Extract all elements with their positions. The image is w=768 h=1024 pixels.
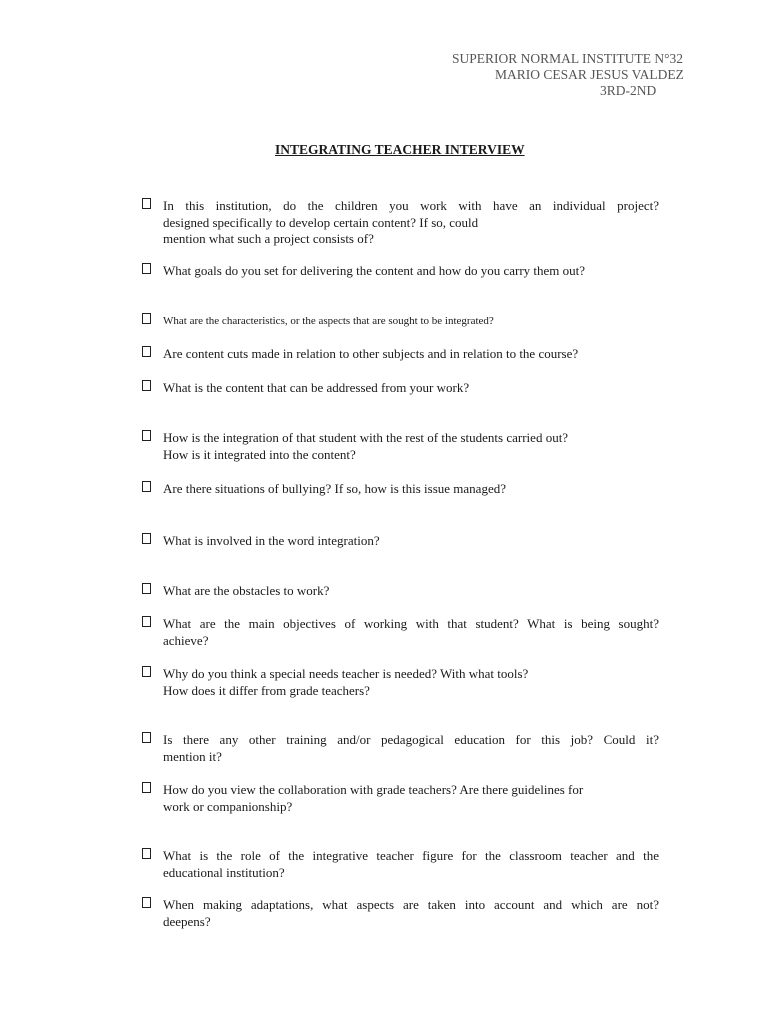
bullet-box-icon — [142, 430, 151, 441]
bullet-box-icon — [142, 666, 151, 677]
question-line: In this institution, do the children you work with have an individual project? — [163, 198, 659, 213]
question-line: How is the integration of that student with the rest of the students carried out? — [163, 430, 569, 445]
bullet-box-icon — [142, 782, 151, 793]
question-line: What goals do you set for delivering the content and how do you carry them out? — [163, 263, 586, 278]
institute-name: SUPERIOR NORMAL INSTITUTE N°32 — [452, 51, 684, 66]
bullet-box-icon — [142, 897, 151, 908]
question-line: When making adaptations, what aspects are taken into account and which are not? — [163, 897, 659, 912]
question-line: Are there situations of bullying? If so, how is this issue managed? — [163, 481, 506, 496]
bullet-box-icon — [142, 616, 151, 627]
bullet-box-icon — [142, 583, 151, 594]
question-line: What is the role of the integrative teacher figure for the classroom teacher and the — [163, 848, 659, 863]
question-line: achieve? — [163, 632, 209, 648]
question-line: Is there any other training and/or pedagogical education for this job? Could it? — [163, 732, 659, 747]
question-line: What are the obstacles to work? — [163, 583, 330, 598]
question-line: Why do you think a special needs teacher is needed? With what tools? — [163, 666, 529, 681]
question-line: mention what such a project consists of? — [163, 231, 374, 246]
bullet-box-icon — [142, 380, 151, 391]
question-line: How do you view the collaboration with grade teachers? Are there guidelines for — [163, 782, 584, 797]
bullet-box-icon — [142, 313, 151, 324]
bullet-box-icon — [142, 198, 151, 209]
bullet-box-icon — [142, 533, 151, 544]
bullet-box-icon — [142, 481, 151, 492]
bullet-box-icon — [142, 732, 151, 743]
bullet-box-icon — [142, 346, 151, 357]
question-line: deepens? — [163, 913, 211, 929]
question-line: What are the characteristics, or the aspects that are sought to be integrated? — [163, 315, 494, 327]
author-name: MARIO CESAR JESUS VALDEZ — [495, 67, 684, 82]
question-line: mention it? — [163, 748, 222, 764]
question-line: What is involved in the word integration? — [163, 533, 380, 548]
question-line: Are content cuts made in relation to other subjects and in relation to the course? — [163, 346, 579, 361]
bullet-box-icon — [142, 848, 151, 859]
question-line: What are the main objectives of working with that student? What is being sought? — [163, 616, 659, 631]
question-line: designed specifically to develop certain content? If so, could — [163, 214, 479, 230]
question-line: What is the content that can be addressed from your work? — [163, 380, 470, 395]
question-line: How does it differ from grade teachers? — [163, 682, 370, 698]
question-line: educational institution? — [163, 864, 285, 880]
course-label: 3RD-2ND — [600, 83, 657, 98]
question-line: work or companionship? — [163, 798, 293, 814]
question-line: How is it integrated into the content? — [163, 446, 356, 462]
document-title: INTEGRATING TEACHER INTERVIEW — [275, 142, 525, 157]
bullet-box-icon — [142, 263, 151, 274]
